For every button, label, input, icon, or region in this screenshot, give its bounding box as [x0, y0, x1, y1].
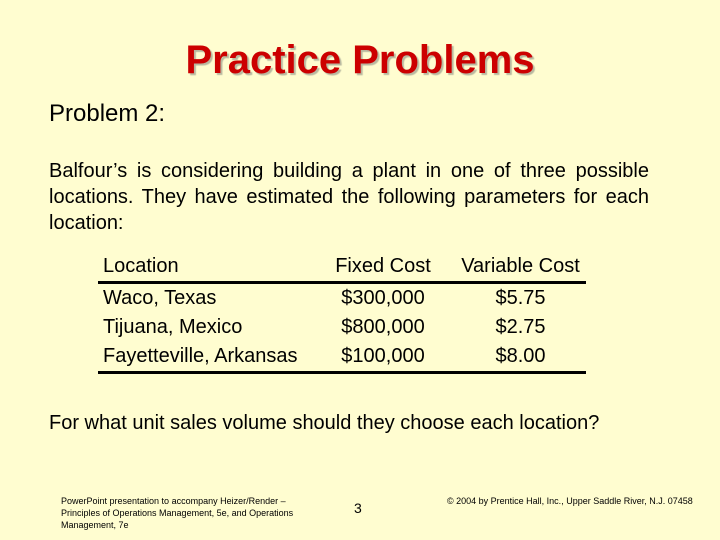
location-cell: Tijuana, Mexico: [103, 316, 243, 338]
header-variable-cost: Variable Cost: [461, 255, 580, 277]
header-location: Location: [103, 255, 179, 277]
question-text: For what unit sales volume should they choose each location?: [49, 412, 600, 434]
fixed-cost-cell: $100,000: [341, 345, 425, 367]
variable-cost-cell: $5.75: [495, 287, 546, 309]
location-cost-table: [98, 253, 586, 374]
fixed-cost-cell: $800,000: [341, 316, 425, 338]
slide-title: Practice Problems: [185, 38, 535, 82]
header-fixed-cost: Fixed Cost: [335, 255, 431, 277]
page-number: 3: [354, 500, 362, 516]
variable-cost-cell: $8.00: [495, 345, 546, 367]
location-cell: Fayetteville, Arkansas: [103, 345, 298, 367]
fixed-cost-cell: $300,000: [341, 287, 425, 309]
table-row: [98, 313, 586, 342]
footer-credit: PowerPoint presentation to accompany Heizer/Render – Principles of Operations Management, 5e, and Operations Management, 7e: [61, 496, 294, 530]
table-header-row: [98, 253, 586, 284]
problem-description: Balfour’s is considering building a plant in one of three possible locations. They have estimated the following parameters for each location:: [49, 160, 649, 234]
problem-heading: Problem 2:: [49, 100, 166, 127]
location-cell: Waco, Texas: [103, 287, 217, 309]
table-row: [98, 284, 586, 313]
footer-copyright: © 2004 by Prentice Hall, Inc., Upper Saddle River, N.J. 07458: [447, 496, 693, 506]
table-bottom-rule: [98, 371, 586, 374]
table-row: [98, 342, 586, 371]
variable-cost-cell: $2.75: [495, 316, 546, 338]
